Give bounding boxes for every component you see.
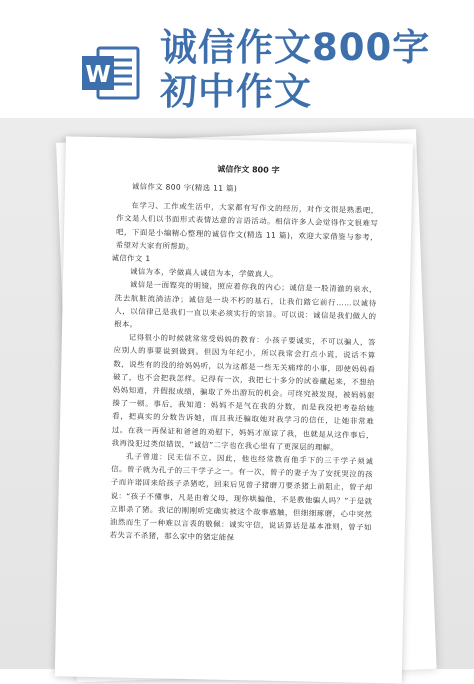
svg-text:W: W: [85, 62, 111, 88]
body-paragraph: 诚信是一面铿亮的明镜，照应着你我的内心；诚信是一股清澈的泉水，洗去肮脏流淌洁净；诚信是一块不朽的基石，让我们踏它前行……以诚待人，以信律己是我们一直以来必须实行的宗旨。可以说：诚信是我们做人的根本。: [114, 280, 377, 329]
body-paragraph: 诚信为本，学做真人诚信为本，学做真人。: [129, 266, 279, 280]
section-heading: 诚信作文 1: [111, 253, 151, 264]
banner: [0, 0, 474, 135]
document-page: [55, 136, 413, 683]
banner-title: [160, 26, 430, 114]
document-subtitle: 诚信作文 800 字(精选 11 篇): [131, 181, 238, 193]
document-intro: 在学习、工作或生活中，大家都有写作文的经历，对作文很是熟悉吧，作文是人们以书面形式表情达意的言语活动。相信许多人会觉得作文很难写吧，下面是小编精心整理的诚信作文(精选 11 篇)，欢迎大家借鉴与参考，希望对大家有所帮助。: [115, 200, 379, 251]
document-title: 诚信作文 800 字: [217, 164, 280, 175]
body-paragraph: 记得很小的时候就常常受妈妈的教育：小孩子要诚实，不可以骗人，答应别人的事要说到做到。但因为年纪小，所以我常会打点小谎，说话不算数，说些有的没的给妈妈听，以为这都是一些无关痛痒的小事，即使妈妈看破了，也不会把我怎样。记得有一次，我把七十多分的试卷藏起来，不想给妈妈知道，并假报成绩，骗取了外出游玩的机会。可终究被发现，被妈妈狠揍了一顿。事后，我知道：妈妈不是气在我的分数，而是我没把考卷给她看，把真实的分数告诉她，而且我还骗取她对我学习的信任，让她非常难过。在我一再保证和爸爸的劝慰下，妈妈才原谅了我，也就是从这件事后，我再没犯过类似错误，“诚信”二字也在我心里有了更深层的理解。: [111, 332, 376, 452]
word-document-icon: [78, 40, 144, 106]
banner-title-line1: 诚信作文800字: [160, 26, 431, 69]
body-paragraph: 孔子曾道：民无信不立。因此，他也经常教育他手下的三千学子须诚信。曾子就为孔子的三千学子之一。有一次，曾子的妻子为了安抚哭泣的孩子而许诺回来给孩子杀猪吃，回来后见曾子猪磨刀要杀猪上前阻止，曾子却说：“孩子不懂事，凡是由着父母，现你哄骗他，不是教他骗人吗？”于是就立即杀了猪。我记的刚刚听完确实被这个故事感触，但细细琢磨，心中突然油然而生了一种难以言表的敬佩：诚实守信，说话算话是基本准则，曾子如若失言不杀猪，那么家中的猪定能保: [109, 451, 374, 543]
document-content: [110, 161, 380, 547]
banner-title-line2: 初中作文: [160, 70, 312, 113]
